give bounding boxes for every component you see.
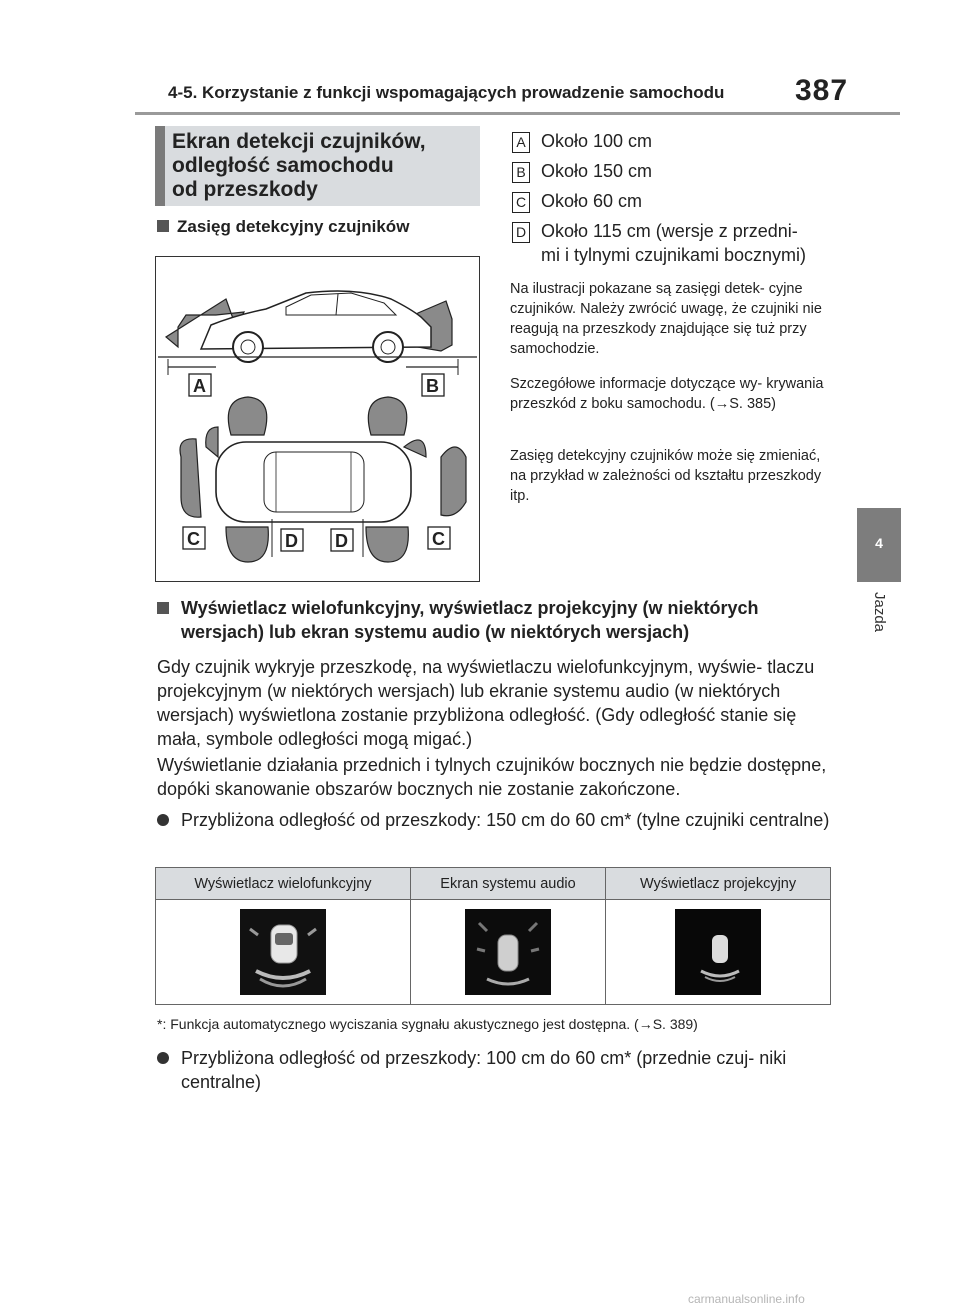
footnote-auto-mute: *: Funkcja automatycznego wyciszania sygnału akustycznego jest dostępna. (→S. 389) [157,1016,698,1032]
note-illustration: Na ilustracji pokazane są zasięgi detek- cyjne czujników. Należy zwrócić uwagę, że czujniki nie reagują na przeszkody znajdujące się tuż przy samochodzie. [510,281,822,357]
legend-text-c: Około 60 cm [541,191,643,211]
chapter-tab-number: 4 [875,535,883,551]
bullet-rear-sensors-text: Przybliżona odległość od przeszkody: 150 cm do 60 cm* (tylne czujniki centralne) [181,810,830,830]
paragraph-side-scan: Wyświetlanie działania przednich i tylnych czujników bocznych nie będzie dostępne, dopóki skanowanie obszarów bocznych nie zostanie zakończone. [157,755,827,799]
car-rear-warning-icon [675,909,761,995]
square-bullet-icon [157,220,169,232]
table-header-hud: Wyświetlacz projekcyjny [606,868,831,900]
car-rear-warning-icon [465,909,551,995]
note-side-detection: Szczegółowe informacje dotyczące wy- krywania przeszkód z boku samochodu. (→S. 385) [510,376,824,412]
multi-display-thumbnail [240,909,326,995]
car-top-view [216,442,411,522]
legend-text-b: Około 150 cm [541,161,653,181]
bullet-dot-icon [157,814,169,826]
legend-key-d: D [512,222,530,243]
legend-key-a: A [512,132,530,153]
car-rear-warning-icon [240,909,326,995]
note-range-variation: Zasięg detekcyjny czujników może się zmieniać, na przykład w zależności od kształtu przeszkody itp. [510,448,822,504]
display-table [155,867,831,1005]
legend-key-b: B [512,162,530,183]
bullet-dot-icon [157,1052,169,1064]
paragraph-distance-display: Gdy czujnik wykryje przeszkodę, na wyświetlaczu wielofunkcyjnym, wyświe- tlaczu projekcyjnym (w niektórych wersjach) lub ekranie systemu audio (w niektórych wersjach) wyświetlona zostanie przybliżona odległość. (Gdy odległość stanie się mała, symbole odległości mogą migać.) [157,657,815,749]
sensor-range-diagram [155,256,480,582]
diagram-label-c-left: C [187,529,200,549]
subsection-detection-range [157,217,409,237]
table-cell-hud [606,900,831,1005]
legend-text-d-cont: mi i tylnymi czujnikami bocznymi) [541,245,807,265]
sensor-range-illustration [156,257,479,581]
bullet-rear-sensors [157,808,832,832]
diagram-label-a: A [193,376,206,396]
legend-text-d: Około 115 cm (wersje z przedni- [541,221,798,241]
subsection-displays-title: Wyświetlacz wielofunkcyjny, wyświetlacz projekcyjny (w niektórych wersjach) lub ekran systemu audio (w niektórych wersjach) [181,598,759,642]
watermark: carmanualsonline.info [688,1292,805,1306]
diagram-label-d-right: D [335,531,348,551]
diagram-label-c-right: C [432,529,445,549]
section-title-bar [155,126,165,206]
header-divider [135,112,900,115]
bullet-front-sensors-text: Przybliżona odległość od przeszkody: 100 cm do 60 cm* (przednie czuj- niki centralne) [181,1048,787,1092]
page-number: 387 [795,74,849,107]
square-bullet-icon [157,602,169,614]
diagram-label-d-left: D [285,531,298,551]
section-title: Ekran detekcji czujników, odległość samochodu od przeszkody [172,130,426,201]
bullet-front-sensors [157,1046,832,1094]
diagram-label-b: B [426,376,439,396]
chapter-label [866,592,896,652]
hud-thumbnail [675,909,761,995]
table-header-multi-display: Wyświetlacz wielofunkcyjny [156,868,411,900]
table-cell-audio-screen [410,900,605,1005]
legend-text-a: Około 100 cm [541,131,653,151]
subsection-displays [157,596,837,644]
subsection-detection-range-title: Zasięg detekcyjny czujników [177,217,410,236]
car-side-view [158,291,477,375]
audio-screen-thumbnail [465,909,551,995]
chapter-label-text: Jazda [871,592,888,633]
legend-key-c: C [512,192,530,213]
table-header-audio-screen: Ekran systemu audio [410,868,605,900]
header-title: 4-5. Korzystanie z funkcji wspomagających prowadzenie samochodu [168,83,725,102]
table-cell-multi-display [156,900,411,1005]
